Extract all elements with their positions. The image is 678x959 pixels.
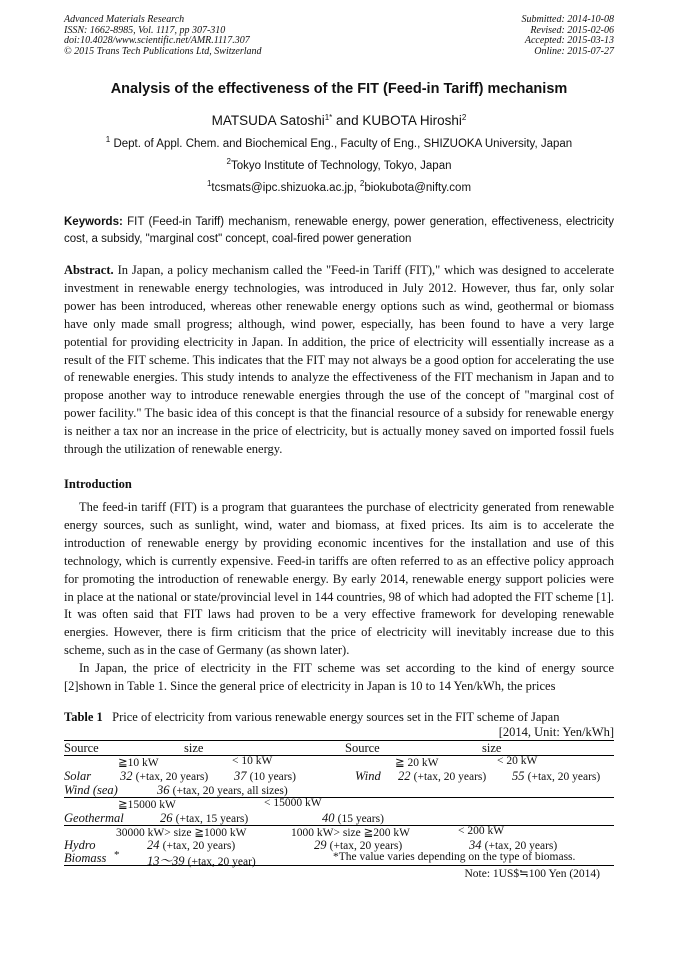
aff-2-sup: 2	[226, 157, 231, 166]
abstract-label: Abstract.	[64, 263, 114, 277]
copyright: © 2015 Trans Tech Publications Ltd, Switzerland	[64, 45, 262, 57]
author-1: MATSUDA Satoshi	[211, 113, 325, 128]
table-note: Note: 1US$≒100 Yen (2014)	[464, 868, 600, 880]
solar-value-1: 32 (+tax, 20 years)	[120, 769, 209, 783]
geothermal-value-2: 40 (15 years)	[322, 811, 384, 825]
hydro-label: Hydro	[64, 838, 96, 852]
hydro-value-3: 34 (+tax, 20 years)	[469, 838, 558, 852]
keywords-text: FIT (Feed-in Tariff) mechanism, renewable energy, power generation, effectiveness, electricity cost, a subsidy, "marginal cost" concept, coal-fired power generation	[64, 216, 614, 245]
geothermal-value-1: 26 (+tax, 15 years)	[160, 811, 249, 825]
email-2-sup: 2	[359, 179, 365, 188]
table-caption	[64, 710, 559, 725]
affiliation-2	[0, 157, 678, 172]
introduction-body	[64, 499, 614, 696]
table-header-size-left: size	[184, 741, 204, 755]
biomass-asterisk: *	[114, 849, 120, 861]
affiliation-1	[0, 135, 678, 150]
accepted-date: Accepted: 2015-03-13	[524, 35, 614, 46]
submitted-date: Submitted: 2014-10-08	[521, 14, 614, 25]
wind-label: Wind	[355, 769, 381, 783]
keywords	[64, 214, 614, 248]
intro-paragraph-1: The feed-in tariff (FIT) is a program that guarantees the purchase of electricity generated from renewable energy sources, such as sunlight, wind, water and biomass, at fixed prices. Its aim is to accelerate the introduction of renewable energy by providing economic incentives for the installation and use of this technology, which is currently expensive. Feed-in tariffs are often referred to as an effective policy approach for promoting the introduction of renewable energy. By early 2014, renewable energy support policies were in place at the national or state/provincial level in 144 countries, 98 of which had adopted the FIT scheme [1]. It was often said that FIT laws had proven to be a very effective framework for developing renewable energies. However, there is firm criticism that the price of electricity will inevitably increase due to this scheme, such as in the case of Germany (as shown later).	[64, 500, 614, 658]
table-row-solar-wind	[64, 769, 91, 784]
wind-value-2: 55 (+tax, 20 years)	[512, 769, 601, 783]
table-header-source-right: Source	[345, 741, 380, 755]
aff-1-text: Dept. of Appl. Chem. and Biochemical Eng., Faculty of Eng., SHIZUOKA University, Japan	[113, 138, 573, 150]
author-2-sup: 2	[461, 113, 467, 122]
wind-size-large: ≧ 20 kW	[395, 757, 439, 769]
emails	[0, 179, 678, 194]
hydro-size-2: 1000 kW> size ≧200 kW	[291, 827, 410, 839]
email-1[interactable]: tcsmats@ipc.shizuoka.ac.jp,	[211, 182, 357, 194]
wind-size-small: < 20 kW	[497, 755, 538, 767]
table-header-size-right: size	[482, 741, 502, 755]
online-date: Online: 2015-07-27	[534, 45, 614, 57]
issn: ISSN: 1662-8985, Vol. 1117, pp 307-310	[64, 24, 226, 36]
table-header-source-left: Source	[64, 741, 99, 755]
abstract	[64, 262, 614, 459]
solar-size-small: < 10 kW	[232, 755, 273, 767]
dates-info	[522, 15, 615, 57]
wind-sea-value: 36 (+tax, 20 years, all sizes)	[157, 783, 288, 797]
table-caption-text: Price of electricity from various renewable energy sources set in the FIT scheme of Japan	[112, 710, 560, 724]
author-2: KUBOTA Hiroshi	[362, 113, 462, 128]
aff-2-text: Tokyo Institute of Technology, Tokyo, Japan	[230, 160, 452, 172]
aff-1-sup: 1	[105, 135, 111, 144]
abstract-text: In Japan, a policy mechanism called the "Feed-in Tariff (FIT)," which was designed to accelerate investment in renewable energy technologies, was introduced in July 2012. However, thus far, only solar power has been introduced, whereas other renewable energy options such as wind, geothermal or biomass have only made small progress; although, wind power, especially, has been found to have a very large potential for providing electricity in Japan. In addition, the price of electricity will essentially increase as a result of the FIT scheme. This indicates that the FIT may not always be a good option for accelerating the use of renewable energies. This study intends to analyze the effectiveness of the FIT mechanism in Japan and to propose another way to introduce renewable energies through the use of the concept of "marginal cost of power facility." The basic idea of this concept is that the financial resource of a subsidy for renewable energy is neither a tax nor an increase in the price of electricity, but is actually money saved on imported fossil fuels through the utilization of renewable energy.	[64, 263, 615, 457]
geo-size-small: < 15000 kW	[264, 797, 322, 809]
doi: doi:10.4028/www.scientific.net/AMR.1117.307	[64, 35, 250, 46]
table-unit: [2014, Unit: Yen/kWh]	[498, 725, 614, 739]
biomass-label: Biomass	[64, 851, 107, 865]
biomass-value: 13〜39 (+tax, 20 year)	[147, 854, 256, 868]
hydro-value-2: 29 (+tax, 20 years)	[314, 838, 403, 852]
journal-name: Advanced Materials Research	[64, 14, 185, 25]
revised-date: Revised: 2015-02-06	[530, 24, 614, 36]
email-2[interactable]: biokubota@nifty.com	[364, 182, 472, 194]
geothermal-label: Geothermal	[64, 811, 124, 825]
table-top-rule	[64, 740, 614, 741]
solar-value-2: 37 (10 years)	[234, 769, 296, 783]
solar-label: Solar	[64, 769, 92, 783]
intro-paragraph-2: In Japan, the price of electricity in the FIT scheme was set according to the kind of energy source [2]shown in Table 1. Since the general price of electricity in Japan is 10 to 14 Yen/kWh, the prices	[64, 661, 614, 694]
journal-info	[64, 15, 262, 57]
authors-and: and	[336, 113, 359, 128]
hydro-size-3: < 200 kW	[458, 825, 505, 837]
wind-value-1: 22 (+tax, 20 years)	[398, 769, 487, 783]
email-1-sup: 1	[206, 179, 212, 188]
introduction-heading: Introduction	[64, 477, 132, 491]
author-1-sup: 1*	[324, 113, 333, 122]
table-caption-label: Table 1	[64, 710, 103, 724]
hydro-size-1: 30000 kW> size ≧1000 kW	[116, 827, 247, 839]
authors	[0, 113, 678, 128]
paper-title: Analysis of the effectiveness of the FIT (Feed-in Tariff) mechanism	[110, 81, 568, 97]
solar-size-large: ≧10 kW	[118, 757, 159, 769]
biomass-note: *The value varies depending on the type of biomass.	[333, 851, 576, 863]
hydro-value-1: 24 (+tax, 20 years)	[147, 838, 236, 852]
keywords-label: Keywords:	[64, 216, 123, 228]
geo-size-large: ≧15000 kW	[118, 799, 176, 811]
wind-sea-label: Wind (sea)	[64, 783, 118, 797]
